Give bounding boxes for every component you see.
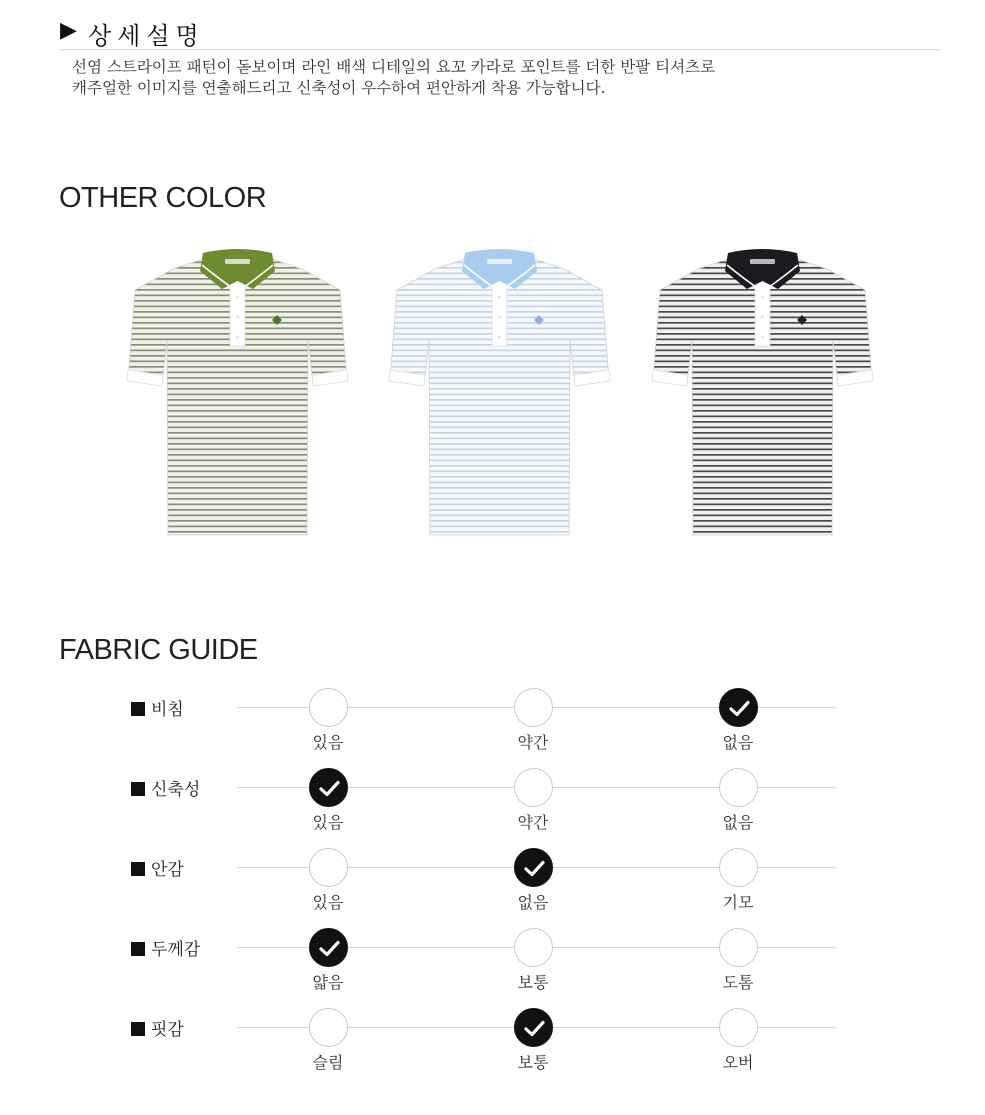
triangle-marker-icon: ▶ — [60, 18, 77, 43]
detail-header — [60, 14, 940, 50]
option-circle[interactable] — [719, 928, 758, 967]
fabric-option[interactable] — [698, 928, 778, 1003]
square-bullet-icon — [131, 702, 145, 716]
other-color-gallery — [0, 245, 985, 545]
fabric-option[interactable] — [698, 688, 778, 763]
fabric-option[interactable] — [288, 848, 368, 923]
button — [236, 295, 239, 298]
option-label: 얇음 — [312, 973, 344, 992]
option-label: 오버 — [722, 1053, 754, 1072]
option-circle[interactable] — [719, 1008, 758, 1047]
button — [236, 335, 239, 338]
fabric-option[interactable] — [288, 688, 368, 763]
fabric-option[interactable] — [698, 848, 778, 923]
button — [498, 315, 501, 318]
option-label: 없음 — [722, 733, 754, 752]
collar-tag — [487, 259, 512, 264]
fabric-option[interactable] — [493, 768, 573, 843]
fabric-row-label: 신축성 — [131, 775, 200, 800]
fabric-row-stretch — [0, 765, 985, 845]
check-icon — [319, 780, 340, 797]
fabric-option[interactable] — [698, 1008, 778, 1083]
option-label: 약간 — [517, 733, 549, 752]
check-icon — [524, 1020, 545, 1037]
option-circle-selected[interactable] — [719, 688, 758, 727]
fabric-row-lining — [0, 845, 985, 925]
fabric-option[interactable] — [493, 928, 573, 1003]
fabric-row-label: 두께감 — [131, 935, 200, 960]
option-circle[interactable] — [514, 768, 553, 807]
fabric-option[interactable] — [493, 848, 573, 923]
shirt-image-olive[interactable] — [125, 245, 350, 540]
other-color-title: OTHER COLOR — [59, 182, 267, 214]
check-icon — [319, 940, 340, 957]
option-label: 기모 — [722, 893, 754, 912]
fabric-option[interactable] — [288, 928, 368, 1003]
detail-description — [72, 57, 715, 99]
fabric-guide-title: FABRIC GUIDE — [59, 634, 258, 666]
check-icon — [729, 700, 750, 717]
description-line-2: 캐주얼한 이미지를 연출해드리고 신축성이 우수하여 편안하게 착용 가능합니다. — [72, 79, 606, 97]
option-label: 있음 — [312, 813, 344, 832]
option-label: 없음 — [722, 813, 754, 832]
square-bullet-icon — [131, 942, 145, 956]
button — [498, 295, 501, 298]
option-label: 있음 — [312, 893, 344, 912]
option-label: 보통 — [517, 1053, 549, 1072]
fabric-row-see-through — [0, 685, 985, 765]
option-label: 없음 — [517, 893, 549, 912]
option-label: 보통 — [517, 973, 549, 992]
square-bullet-icon — [131, 782, 145, 796]
option-circle[interactable] — [309, 1008, 348, 1047]
option-circle[interactable] — [309, 848, 348, 887]
option-circle[interactable] — [514, 688, 553, 727]
option-label: 있음 — [312, 733, 344, 752]
description-line-1: 선염 스트라이프 패턴이 돋보이며 라인 배색 디테일의 요꼬 카라로 포인트를 더한 반팔 티셔츠로 — [72, 58, 716, 76]
shirt-image-sky-blue[interactable] — [387, 245, 612, 540]
button — [761, 295, 764, 298]
fabric-row-label: 안감 — [131, 855, 184, 880]
fabric-row-thickness — [0, 925, 985, 1005]
option-label: 슬림 — [312, 1053, 344, 1072]
button — [761, 335, 764, 338]
collar-tag — [225, 259, 250, 264]
option-label: 도톰 — [722, 973, 754, 992]
button — [761, 315, 764, 318]
fabric-option[interactable] — [698, 768, 778, 843]
option-label: 약간 — [517, 813, 549, 832]
fabric-row-label: 비침 — [131, 695, 184, 720]
detail-title: 상세설명 — [88, 22, 205, 50]
fabric-option[interactable] — [288, 768, 368, 843]
button — [236, 315, 239, 318]
option-circle-selected[interactable] — [514, 848, 553, 887]
option-circle-selected[interactable] — [309, 768, 348, 807]
fabric-row-fit — [0, 1005, 985, 1085]
square-bullet-icon — [131, 1022, 145, 1036]
collar-tag — [750, 259, 775, 264]
fabric-option[interactable] — [493, 688, 573, 763]
square-bullet-icon — [131, 862, 145, 876]
option-circle[interactable] — [719, 768, 758, 807]
fabric-option[interactable] — [288, 1008, 368, 1083]
option-circle[interactable] — [514, 928, 553, 967]
option-circle-selected[interactable] — [514, 1008, 553, 1047]
option-circle-selected[interactable] — [309, 928, 348, 967]
shirt-image-black[interactable] — [650, 245, 875, 540]
option-circle[interactable] — [309, 688, 348, 727]
check-icon — [524, 860, 545, 877]
option-circle[interactable] — [719, 848, 758, 887]
button — [498, 335, 501, 338]
fabric-option[interactable] — [493, 1008, 573, 1083]
fabric-row-label: 핏감 — [131, 1015, 184, 1040]
